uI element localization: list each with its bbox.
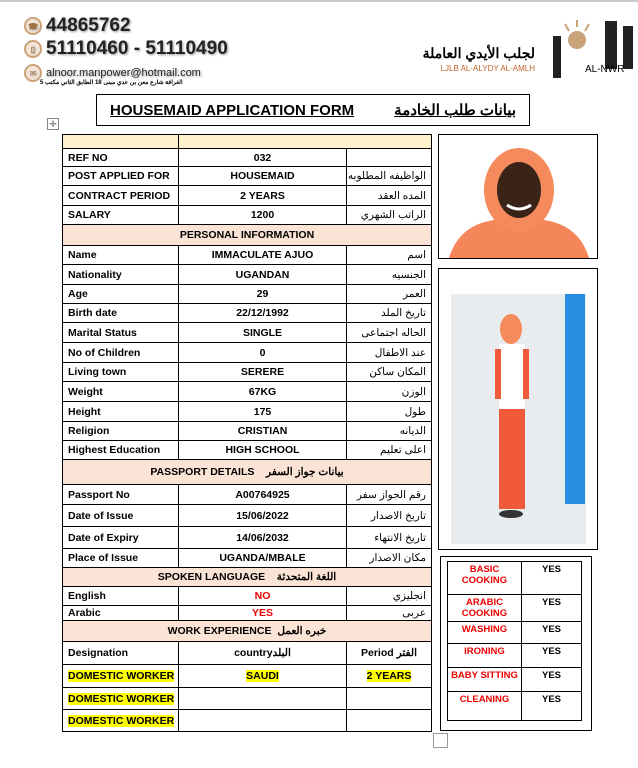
table-row <box>63 587 432 606</box>
table-row <box>63 167 432 186</box>
field-label-ar: اعلى تعليم <box>347 441 432 460</box>
field-value: IMMACULATE AJUO <box>179 246 347 265</box>
skill-name: BABY SITTING <box>448 668 522 692</box>
title-en: HOUSEMAID APPLICATION FORM <box>109 101 355 119</box>
country-cell: SAUDI <box>179 665 347 688</box>
table-row <box>63 665 432 688</box>
field-label: English <box>63 587 179 606</box>
field-value: 67KG <box>179 382 347 402</box>
blank-cell <box>63 135 179 149</box>
skill-value: YES <box>522 622 582 644</box>
table-row <box>63 186 432 206</box>
table-row <box>63 206 432 225</box>
field-label: POST APPLIED FOR <box>63 167 179 186</box>
table-row <box>63 621 432 642</box>
field-label-ar: الوزن <box>347 382 432 402</box>
section-header: PASSPORT DETAILS بيانات جواز السفر <box>63 460 432 485</box>
field-label-ar: المده العقد <box>347 186 432 206</box>
phone: 44865762 <box>46 15 131 36</box>
field-value: 29 <box>179 285 347 304</box>
field-value: UGANDAN <box>179 265 347 285</box>
skill-value: YES <box>522 692 582 721</box>
field-value: CRISTIAN <box>179 422 347 441</box>
field-value: HIGH SCHOOL <box>179 441 347 460</box>
field-label: Religion <box>63 422 179 441</box>
field-label: Place of Issue <box>63 549 179 568</box>
logo-text: AL-NWR <box>585 64 625 75</box>
skill-name: IRONING <box>448 644 522 668</box>
field-value: 175 <box>179 402 347 422</box>
field-label: No of Children <box>63 343 179 363</box>
empty-checkbox[interactable] <box>433 733 448 748</box>
field-label: Nationality <box>63 265 179 285</box>
table-row <box>63 422 432 441</box>
table-row <box>63 485 432 505</box>
field-label: Date of Expiry <box>63 527 179 549</box>
field-label-ar: اسم <box>347 246 432 265</box>
country-cell <box>179 688 347 710</box>
blank-cell <box>179 135 432 149</box>
field-value: A00764925 <box>179 485 347 505</box>
company-name-en: LJLB AL-ALYDY AL-AMLH <box>440 64 535 73</box>
skill-name: WASHING <box>448 622 522 644</box>
field-label-ar <box>347 149 432 167</box>
section-header: SPOKEN LANGUAGE اللغة المتحدثة <box>63 568 432 587</box>
field-label: Age <box>63 285 179 304</box>
field-label-ar: عند الاطفال <box>347 343 432 363</box>
skill-value: YES <box>522 668 582 692</box>
table-row <box>63 441 432 460</box>
table-row <box>63 225 432 246</box>
section-header: PERSONAL INFORMATION <box>63 225 432 246</box>
table-row <box>63 304 432 323</box>
field-label-ar: الديانه <box>347 422 432 441</box>
company-logo <box>545 16 635 78</box>
table-row <box>63 460 432 485</box>
field-label-ar: الراتب الشهري <box>347 206 432 225</box>
skill-value: YES <box>522 644 582 668</box>
field-label: Marital Status <box>63 323 179 343</box>
top-border <box>0 0 638 2</box>
field-value: 0 <box>179 343 347 363</box>
email: alnoor.manpower@hotmail.com <box>46 67 201 79</box>
table-row <box>63 606 432 621</box>
field-value: SERERE <box>179 363 347 382</box>
company-name-ar: لجلب الأيدي العاملة <box>422 45 535 61</box>
form-title <box>96 94 530 126</box>
mobile-line <box>24 38 228 60</box>
table-row <box>63 402 432 422</box>
designation-cell: DOMESTIC WORKER <box>63 710 179 732</box>
skill-row <box>448 644 582 668</box>
table-row <box>63 382 432 402</box>
field-label-ar: عربى <box>347 606 432 621</box>
col-country: countryالبلد <box>179 642 347 665</box>
field-label-ar: رقم الجواز سفر <box>347 485 432 505</box>
mail-icon: ✉ <box>24 64 42 82</box>
table-row <box>63 688 432 710</box>
field-label: Arabic <box>63 606 179 621</box>
title-ar: بيانات طلب الخادمة <box>394 102 517 119</box>
table-row <box>63 323 432 343</box>
field-value: UGANDA/MBALE <box>179 549 347 568</box>
full-body-photo <box>438 268 598 550</box>
field-value: 1200 <box>179 206 347 225</box>
field-label-ar: الجنسيه <box>347 265 432 285</box>
application-table <box>62 134 432 732</box>
table-row <box>63 363 432 382</box>
skill-name: CLEANING <box>448 692 522 721</box>
field-value: SINGLE <box>179 323 347 343</box>
skill-row <box>448 562 582 595</box>
field-label: Weight <box>63 382 179 402</box>
table-row <box>63 710 432 732</box>
field-value: NO <box>179 587 347 606</box>
field-label: Living town <box>63 363 179 382</box>
table-row <box>63 505 432 527</box>
period-cell: 2 YEARS <box>347 665 432 688</box>
field-value: 032 <box>179 149 347 167</box>
table-row <box>63 285 432 304</box>
field-label: Passport No <box>63 485 179 505</box>
field-label-ar: تاريخ الانتهاء <box>347 527 432 549</box>
table-row <box>63 149 432 167</box>
field-label: Date of Issue <box>63 505 179 527</box>
table-row <box>63 549 432 568</box>
field-label-ar: الحاله اجتماعى <box>347 323 432 343</box>
skills-table <box>447 561 582 721</box>
field-label-ar: العمر <box>347 285 432 304</box>
skill-row <box>448 692 582 721</box>
col-period: Period الفتر <box>347 642 432 665</box>
field-label: Height <box>63 402 179 422</box>
field-label: REF NO <box>63 149 179 167</box>
table-row <box>63 527 432 549</box>
skill-value: YES <box>522 562 582 595</box>
section-header: WORK EXPERIENCE خبره العمل <box>63 621 432 642</box>
phone-line <box>24 15 131 37</box>
field-label-ar: تاريخ الملد <box>347 304 432 323</box>
field-label: Name <box>63 246 179 265</box>
field-value: YES <box>179 606 347 621</box>
country-cell <box>179 710 347 732</box>
skill-name: ARABIC COOKING <box>448 595 522 622</box>
period-cell <box>347 688 432 710</box>
phone-icon: ☎ <box>24 17 42 35</box>
table-row <box>63 343 432 363</box>
field-label-ar: طول <box>347 402 432 422</box>
field-value: HOUSEMAID <box>179 167 347 186</box>
field-label-ar: انجليزي <box>347 587 432 606</box>
field-value: 2 YEARS <box>179 186 347 206</box>
period-cell <box>347 710 432 732</box>
skill-row <box>448 622 582 644</box>
mobile: 51110460 - 51110490 <box>46 38 228 59</box>
col-designation: Designation <box>63 642 179 665</box>
skill-name: BASIC COOKING <box>448 562 522 595</box>
designation-cell: DOMESTIC WORKER <box>63 665 179 688</box>
table-row <box>63 265 432 285</box>
table-row <box>63 642 432 665</box>
field-value: 22/12/1992 <box>179 304 347 323</box>
field-value: 15/06/2022 <box>179 505 347 527</box>
field-label: Birth date <box>63 304 179 323</box>
table-row <box>63 246 432 265</box>
field-label: Highest Education <box>63 441 179 460</box>
skill-row <box>448 595 582 622</box>
table-row <box>63 568 432 587</box>
field-label: CONTRACT PERIOD <box>63 186 179 206</box>
field-label-ar: المكان ساكن <box>347 363 432 382</box>
address: الغرافة شارع معن بن عدي مبنى 18 الطابق الثاني مكتب 5 <box>40 80 183 86</box>
field-label: SALARY <box>63 206 179 225</box>
field-label-ar: تاريخ الاصدار <box>347 505 432 527</box>
mobile-icon: ▯ <box>24 40 42 58</box>
designation-cell: DOMESTIC WORKER <box>63 688 179 710</box>
field-label-ar: الواظيفه المطلوبه <box>347 167 432 186</box>
table-move-handle-icon[interactable]: ✛ <box>47 118 59 130</box>
field-label-ar: مكان الاصدار <box>347 549 432 568</box>
table-row <box>63 135 432 149</box>
field-value: 14/06/2032 <box>179 527 347 549</box>
skill-value: YES <box>522 595 582 622</box>
skill-row <box>448 668 582 692</box>
portrait-photo <box>438 134 598 259</box>
